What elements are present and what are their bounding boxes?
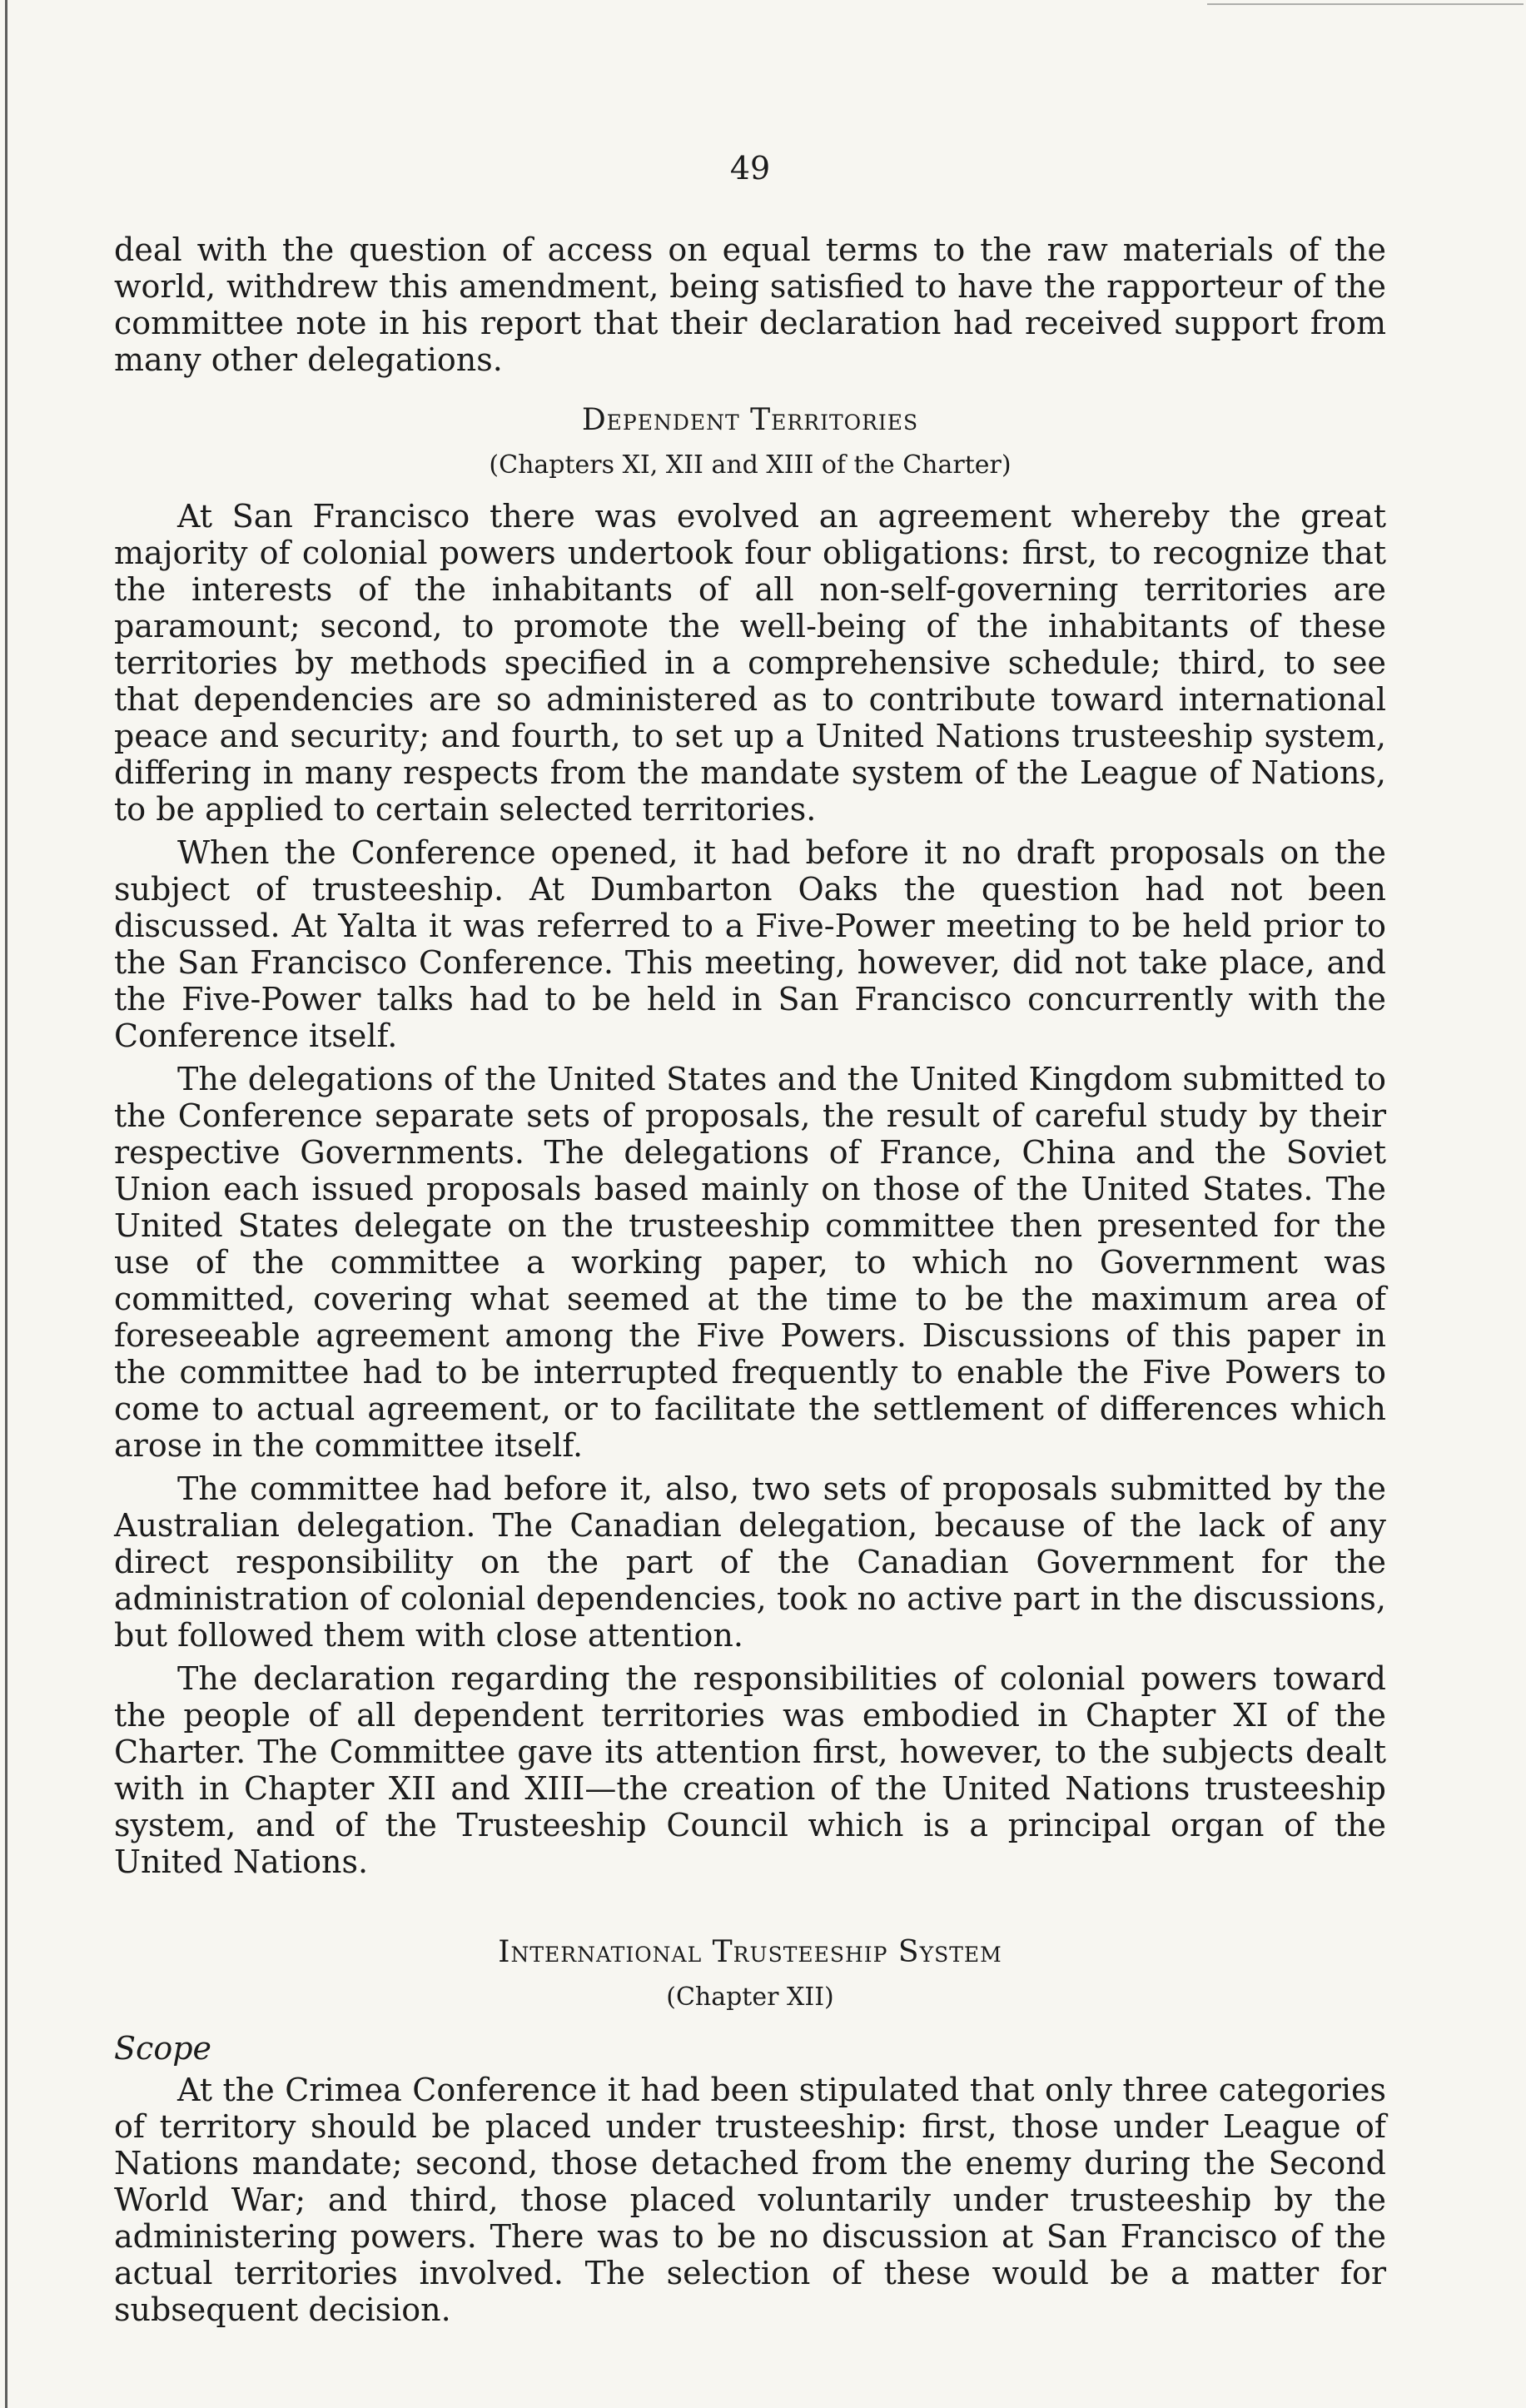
section-heading-dependent-territories: Dependent Territories — [581, 403, 919, 437]
section-subtitle-chapters: (Chapters XI, XII and XIII of the Charter) — [489, 450, 1012, 480]
paragraph: When the Conference opened, it had before it no draft proposals on the subject of trusteeship. At Dumbarton Oaks the question had not been discussed. At Yalta it was referred to a Five-Power meeting to be held prior to the San Francisco Conference. This meeting, however, did not take place, and the Five-Power talks had to be held in San Francisco concurrently with the Conference itself. — [114, 834, 1386, 1054]
scan-top-edge — [1207, 3, 1524, 5]
section-subtitle-chapter-xii: (Chapter XII) — [666, 1983, 834, 2012]
document-page — [114, 150, 1386, 2335]
page-number: 49 — [729, 150, 771, 187]
paragraph: The delegations of the United States and the United Kingdom submitted to the Conference separate sets of proposals, the result of careful study by their respective Governments. The delegations of France, China and the Soviet Union each issued proposals based mainly on those of the United States. The United States delegate on the trusteeship committee then presented for the use of the committee a working paper, to which no Government was committed, covering what seemed at the time to be the maximum area of foreseeable agreement among the Five Powers. Discussions of this paper in the committee had to be interrupted frequently to enable the Five Powers to come to actual agreement, or to facilitate the settlement of differences which arose in the committee itself. — [114, 1061, 1386, 1464]
paragraph: The declaration regarding the responsibilities of colonial powers toward the people of all dependent territories was embodied in Chapter XI of the Charter. The Committee gave its attention first, however, to the subjects dealt with in Chapter XII and XIII—the creation of the United Nations trusteeship system, and of the Trusteeship Council which is a principal organ of the United Nations. — [114, 1660, 1386, 1880]
scan-left-edge — [5, 0, 7, 2408]
paragraph: The committee had before it, also, two sets of proposals submitted by the Australian delegation. The Canadian delegation, because of the lack of any direct responsibility on the part of the Canadian Government for the administration of colonial dependencies, took no active part in the discussions, but followed them with close attention. — [114, 1470, 1386, 1654]
paragraph: At the Crimea Conference it had been stipulated that only three categories of territory should be placed under trusteeship: first, those under League of Nations mandate; second, those detached from the enemy during the Second World War; and third, those placed voluntarily under trusteeship by the administering powers. There was to be no discussion at San Francisco of the actual territories involved. The selection of these would be a matter for subsequent decision. — [114, 2072, 1386, 2328]
intro-paragraph: deal with the question of access on equal terms to the raw materials of the world, withdrew this amendment, being satisfied to have the rapporteur of the committee note in his report that their declaration had received support from many other delegations. — [114, 231, 1386, 378]
subheading-scope: Scope — [114, 2030, 212, 2067]
paragraph: At San Francisco there was evolved an agreement whereby the great majority of colonial powers undertook four obligations: first, to recognize that the interests of the inhabitants of all non-self-governing territories are paramount; second, to promote the well-being of the inhabitants of these territories by methods specified in a comprehensive schedule; third, to see that dependencies are so administered as to contribute toward international peace and security; and fourth, to set up a United Nations trusteeship system, differing in many respects from the mandate system of the League of Nations, to be applied to certain selected territories. — [114, 498, 1386, 828]
section-heading-international-trusteeship: International Trusteeship System — [498, 1935, 1002, 1969]
